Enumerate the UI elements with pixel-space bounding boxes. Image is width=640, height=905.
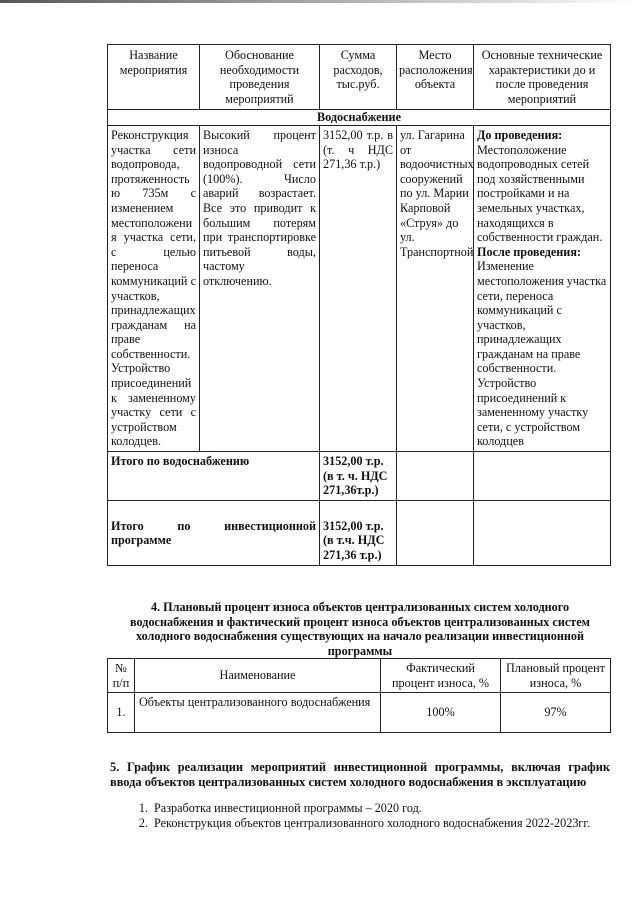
measure-reason: Высокий процент износа водопроводной сети (100%). Число аварий возрастает. Все это приводит к большим потерям при транспортировке питьевой воды, частому отключению. [200,125,320,451]
header-sum: Сумма расходов, тыс.руб. [320,45,397,110]
measure-place: ул. Гагарина от водоочистных сооружений по ул. Марии Карповой «Струя» до ул. Транспортной [397,125,474,451]
section-5-title: 5. График реализации мероприятий инвестиционной программы, включая график ввода объектов централизованных систем холодного водоснабжения в эксплуатацию [110,760,610,789]
row-object-name: Объекты централизованного водоснабжения [135,693,381,733]
before-text: Местоположение водопроводных сетей под хозяйственными постройками и на земельных участках, находящихся в собственности граждан. [477,142,603,245]
investment-measures-table [107,44,611,566]
list-item-number: 2. [138,816,148,830]
header-characteristics: Основные технические характеристики до и после проведения мероприятий [474,45,611,110]
header-object-name: Наименование [135,659,381,693]
table-row [108,693,611,733]
header-actual-wear: Фактический процент износа, % [381,659,501,693]
measure-sum: 3152,00 т.р. в (т. ч НДС 271,36 т.р.) [320,125,397,451]
total-program-label: Итого по инвестиционной программе [108,500,320,565]
after-text: Изменение местоположения участка сети, переноса коммуникаций с участков, принадлежащих гражданам на праве собственности. Устройство присоединений к замененному участку сети, с устройством колодцев [477,259,607,449]
row-number: 1. [108,693,135,733]
table-header-row [108,659,611,693]
header-name: Название мероприятия [108,45,200,110]
table-header-row [108,45,611,110]
before-label: До проведения: [477,127,563,142]
total-water-sum: 3152,00 т.р. (в т. ч. НДС 271,36т.р.) [320,452,397,501]
after-label: После проведения: [477,244,581,259]
table-row [108,125,611,451]
row-planned-wear: 97% [501,693,611,733]
list-item [110,816,610,831]
scan-edge-line [0,0,640,3]
wear-percentage-table [107,658,611,733]
row-actual-wear: 100% [381,693,501,733]
list-item [110,801,610,816]
total-program-row [108,500,611,565]
section-4-title: 4. Плановый процент износа объектов централизованных систем холодного водоснабжения и фактический процент износа объектов централизованных систем холодного водоснабжения существующих на начало реализации инвестиционной программы [130,600,590,658]
list-item-text: Разработка инвестиционной программы – 2020 год. [154,801,422,815]
list-item-number: 1. [138,801,148,815]
total-water-row [108,452,611,501]
section-title: Водоснабжение [108,110,611,126]
measure-characteristics [474,125,611,451]
header-place: Место расположения объекта [397,45,474,110]
section-row [108,110,611,126]
header-reason: Обоснование необходимости проведения мероприятий [200,45,320,110]
total-program-sum: 3152,00 т.р. (в т.ч. НДС 271,36 т.р.) [320,500,397,565]
header-number: № п/п [108,659,135,693]
header-planned-wear: Плановый процент износа, % [501,659,611,693]
total-water-label: Итого по водоснабжению [108,452,320,501]
measure-name: Реконструкция участка сети водопровода, протяженностью 735м с изменением местоположения участка сети, с целью переноса коммуникаций с участков, принадлежащих гражданам на праве собственности. Устройство присоединений к замененному участку сети с устройством колодцев. [108,125,200,451]
schedule-list [110,801,610,831]
list-item-text: Реконструкция объектов централизованного холодного водоснабжения 2022-2023гг. [154,816,591,830]
